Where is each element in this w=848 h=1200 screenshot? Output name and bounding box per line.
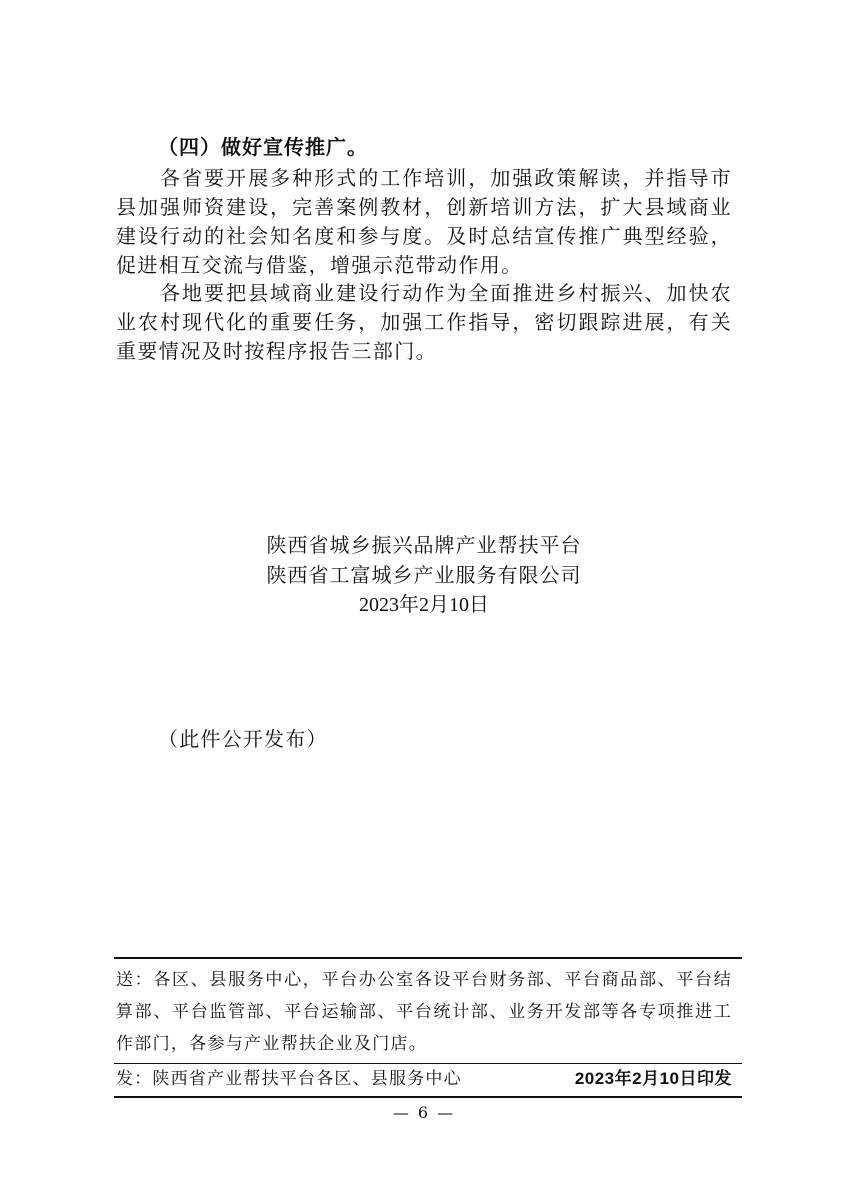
issue-date: 2023年2月10日印发 [574,1069,732,1088]
section-heading: （四）做好宣传推广。 [158,135,368,159]
footer-rule-top [114,957,742,959]
signature-org-1: 陕西省城乡振兴品牌产业帮扶平台 [266,533,582,557]
signature-block [0,530,848,620]
issuer-line [116,1064,732,1094]
page-number: — 6 — [392,1103,456,1122]
signature-org-2: 陕西省工富城乡产业服务有限公司 [266,563,582,587]
public-release-note: （此件公开发布） [158,727,328,751]
paragraph-promotion: 各省要开展多种形式的工作培训，加强政策解读，并指导市县加强师资建设，完善案例教材，创新培训方法，扩大县域商业建设行动的社会知名度和参与度。及时总结宣传推广典型经验，促进相互交流与借鉴，增强示范带动作用。 [116,166,732,277]
paragraph-guidance: 各地要把县域商业建设行动作为全面推进乡村振兴、加快农业农村现代化的重要任务，加强工作指导，密切跟踪进展，有关重要情况及时按程序报告三部门。 [116,281,732,363]
signature-date: 2023年2月10日 [359,594,489,616]
distribution-list: 送：各区、县服务中心，平台办公室各设平台财务部、平台商品部、平台结算部、平台监管部、平台运输部、平台统计部、业务开发部等各专项推进工作部门，各参与产业帮扶企业及门店。 [116,970,732,1054]
issuer-name: 发：陕西省产业帮扶平台各区、县服务中心 [116,1069,462,1089]
footer-rule-bottom [114,1096,742,1098]
